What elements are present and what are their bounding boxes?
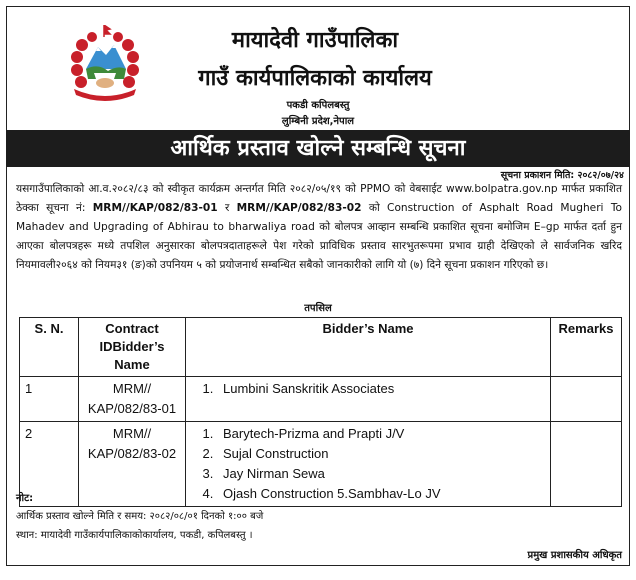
bidder-item: 1. Barytech-Prizma and Prapti J/V: [217, 424, 545, 444]
address-line-2: लुम्बिनी प्रदेश,नेपाल: [281, 116, 355, 127]
row-sn: 2: [20, 422, 79, 507]
contract-id-1: MRM//KAP/082/83-01: [92, 202, 218, 214]
row-sn: 1: [20, 377, 79, 422]
municipality-name: मायादेवी गाउँपालिका: [231, 28, 399, 53]
flag: [104, 25, 110, 37]
signatory-title: प्रमुख प्रशासकीय अधिकृत: [527, 550, 622, 561]
bidders-table: [19, 317, 622, 507]
row-contract-id: MRM// KAP/082/83-01: [79, 377, 186, 422]
note-label: नोट:: [16, 493, 34, 504]
row-bidders: [186, 377, 551, 422]
header-bidder-name: Bidder’s Name: [186, 318, 551, 377]
table-row: [20, 377, 622, 422]
contract-id-2: MRM//KAP/082/83-02: [236, 202, 362, 214]
body-part-2: र: [217, 202, 237, 214]
header-remarks: Remarks: [551, 318, 622, 377]
header-contract-id: Contract IDBidder’s Name: [79, 318, 186, 377]
body-part-3: को Construction of Asphalt Road Mugheri To Mahadev and Upgrading of Abhirau to bharwaliya road को बोलपत्र आव्हान सम्बन्धि प्रकाशित सूचना बमोजिम E–gp मार्फत दर्ता हुन आएका बोलपत्रहरू मध्ये तपशिल अनुसारका बोलपत्रदाताहरूले पेश गरेको प्राविधिक प्रस्ताव सारभुतरूपमा प्रभाव ग्राही देखिएको ले सार्वजनिक खरिद नियमावली२०६४ को नियम३१ (ङ)को उपनियम ५ को प्रयोजनार्थ सम्बन्धित सबैको जानकारीको लागि यो (७) दिने सूचना प्रकाशन गरिएको छ।: [16, 202, 622, 271]
bidder-item: 1. Lumbini Sanskritik Associates: [217, 379, 545, 399]
bidder-list: [191, 379, 545, 399]
bidder-list: [191, 424, 545, 504]
table-caption: तपसिल: [304, 303, 332, 314]
handshake: [96, 78, 114, 88]
row-remarks: [551, 422, 622, 507]
bidder-item: 4. Ojash Construction 5.Sambhav-Lo JV: [217, 484, 545, 504]
table-row: [20, 422, 622, 507]
row-remarks: [551, 377, 622, 422]
opening-location: स्थान: मायादेवी गाउँकार्यपालिकाकोकार्यालय, पकडी, कपिलबस्तु ।: [16, 530, 253, 541]
row-contract-id: MRM// KAP/082/83-02: [79, 422, 186, 507]
row-bidders: [186, 422, 551, 507]
office-name: गाउँ कार्यपालिकाको कार्यालय: [198, 66, 432, 91]
address-line-1: पकडी कपिलबस्तु: [286, 100, 350, 111]
header-sn: S. N.: [20, 318, 79, 377]
notice-body: [16, 180, 622, 275]
opening-date-time: आर्थिक प्रस्ताव खोल्ने मिति र समय: २०८२/०८/०१ दिनको १:०० बजे: [16, 511, 264, 522]
table-header-row: [20, 318, 622, 377]
bidder-item: 2. Sujal Construction: [217, 444, 545, 464]
notice-title-banner: आर्थिक प्रस्ताव खोल्ने सम्बन्धि सूचना: [6, 130, 630, 167]
bidder-item: 3. Jay Nirman Sewa: [217, 464, 545, 484]
body-part-1: यसगाउँपालिकाको आ.व.२०८२/८३ को स्वीकृत कार्यक्रम अन्तर्गत मिति २०८२/०५/१९ को PPMO को वेबसाईट www.bolpatra.gov.np मार्फत प्रकाशित ठेक्का सूचना नं:: [16, 183, 622, 214]
publication-date: सूचना प्रकाशन मिति: २०८२/०७/२४: [500, 170, 624, 181]
